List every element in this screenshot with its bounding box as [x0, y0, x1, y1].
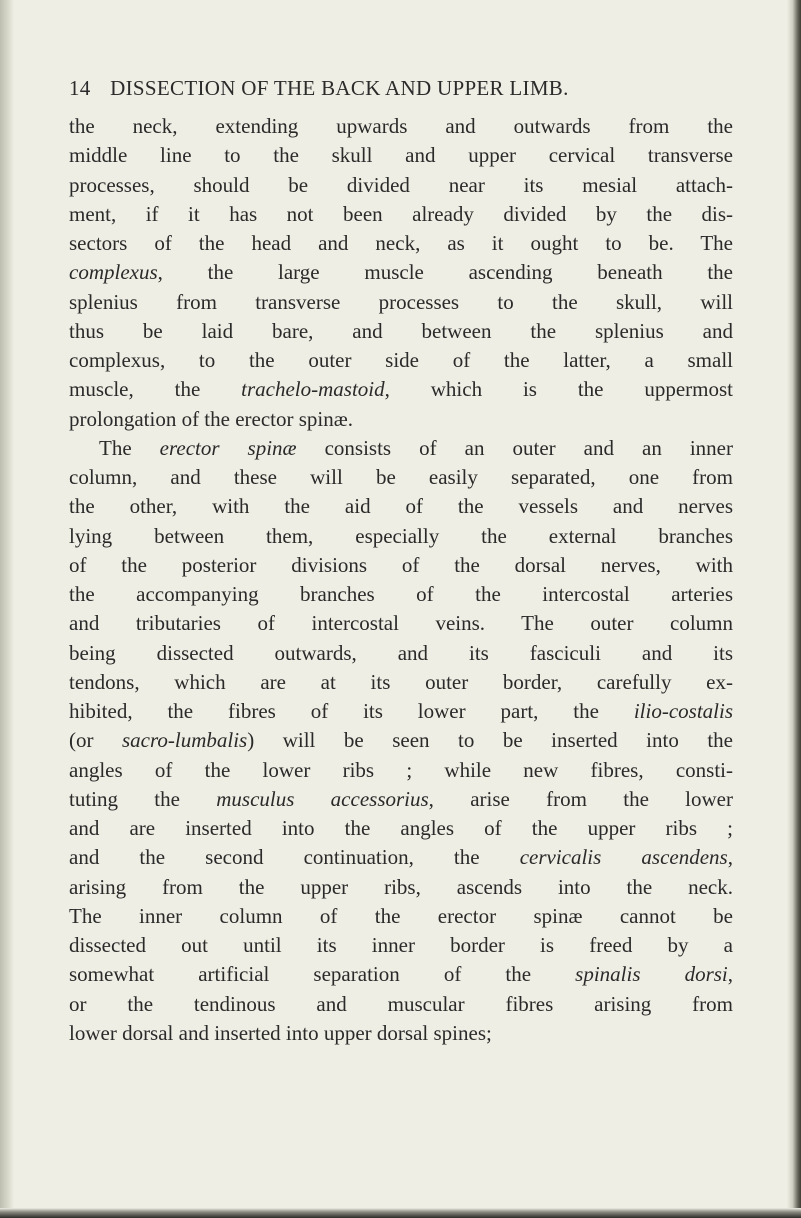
text-line: tendons, which are at its outer border, carefully ex-	[69, 669, 733, 694]
running-title: DISSECTION OF THE BACK AND UPPER LIMB.	[110, 76, 569, 100]
page-number: 14	[69, 76, 91, 100]
page-right-edge	[787, 0, 801, 1218]
text-line: the accompanying branches of the intercostal arteries	[69, 582, 733, 606]
text-line: complexus, to the outer side of the latter, a small	[69, 348, 733, 372]
text-line: processes, should be divided near its mesial attach-	[69, 172, 733, 197]
text-line: of the posterior divisions of the dorsal nerves, with	[69, 552, 733, 577]
text-line: column, and these will be easily separated, one from	[69, 465, 733, 489]
page-bottom-edge	[0, 1208, 801, 1218]
text-line: and are inserted into the angles of the upper ribs ;	[69, 816, 733, 840]
body-text	[69, 112, 733, 1048]
text-line: angles of the lower ribs ; while new fibres, consti-	[69, 757, 733, 782]
text-line: (or sacro-lumbalis) will be seen to be inserted into the	[69, 728, 733, 753]
italic-term: cervicalis ascendens	[519, 845, 728, 870]
text-line: somewhat artificial separation of the spinalis dorsi,	[69, 962, 734, 987]
text-line: lower dorsal and inserted into upper dorsal spines;	[69, 1020, 492, 1045]
italic-term: spinalis dorsi	[575, 962, 728, 987]
text-line: and tributaries of intercostal veins. The outer column	[69, 611, 733, 636]
text-line: being dissected outwards, and its fasciculi and its	[69, 640, 733, 665]
text-line: lying between them, especially the external branches	[69, 523, 733, 548]
text-line: prolongation of the erector spinæ.	[69, 406, 354, 431]
text-line: The inner column of the erector spinæ cannot be	[69, 903, 733, 928]
text-line: the neck, extending upwards and outwards from the	[69, 114, 733, 138]
text-line: arising from the upper ribs, ascends into the neck.	[69, 874, 733, 899]
text-line: or the tendinous and muscular fibres arising from	[69, 991, 733, 1016]
text-line: sectors of the head and neck, as it ought to be. The	[69, 231, 733, 255]
italic-term: trachelo-mastoid	[241, 377, 385, 402]
italic-term: sacro-lumbalis	[122, 728, 248, 753]
text-line: hibited, the fibres of its lower part, the ilio-costalis	[69, 699, 733, 723]
text-line: thus be laid bare, and between the splenius and	[69, 318, 733, 343]
page-gutter-shadow	[0, 0, 14, 1218]
text-line: The erector spinæ consists of an outer and an inner	[99, 435, 733, 460]
text-line: splenius from transverse processes to the skull, will	[69, 289, 733, 314]
italic-term: erector spinæ	[159, 435, 297, 460]
running-header	[69, 76, 729, 101]
text-line: and the second continuation, the cervicalis ascendens,	[69, 845, 733, 870]
text-line: dissected out until its inner border is freed by a	[69, 933, 733, 957]
text-line: complexus, the large muscle ascending beneath the	[69, 260, 733, 285]
italic-term: complexus	[69, 260, 158, 285]
italic-term: musculus accessorius	[216, 786, 429, 811]
text-line: tuting the musculus accessorius, arise from the lower	[69, 786, 733, 811]
text-line: ment, if it has not been already divided by the dis-	[69, 201, 733, 226]
italic-term: ilio-costalis	[633, 699, 733, 723]
text-line: muscle, the trachelo-mastoid, which is the uppermost	[69, 377, 734, 402]
text-line: middle line to the skull and upper cervical transverse	[69, 143, 733, 168]
text-line: the other, with the aid of the vessels and nerves	[69, 494, 733, 519]
